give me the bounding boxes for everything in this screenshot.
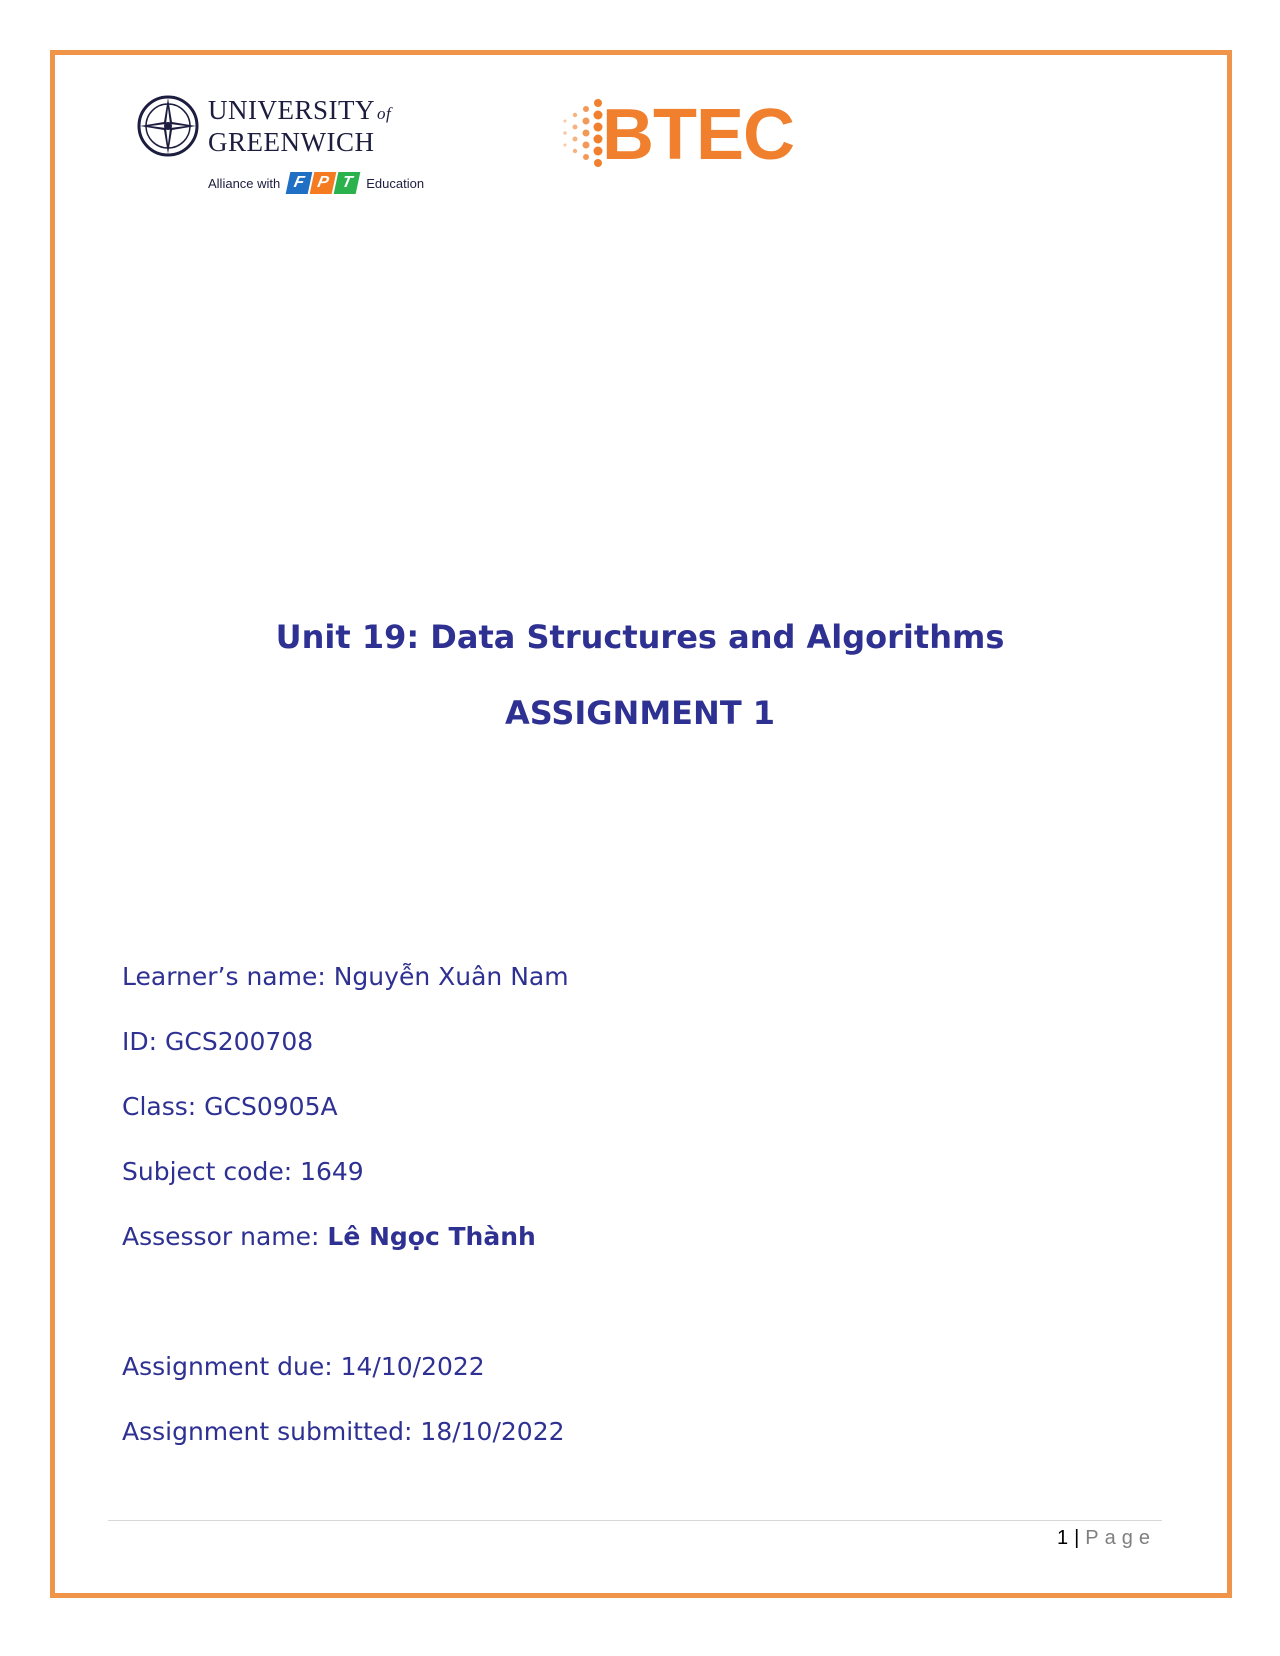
- of-word: of: [377, 104, 392, 123]
- btec-logo: [558, 95, 812, 175]
- assignment-due-line: [122, 1352, 485, 1381]
- greenwich-line: GREENWICH: [208, 127, 375, 157]
- id-line: [122, 1027, 313, 1056]
- class-label: Class:: [122, 1092, 197, 1121]
- assessor-name-line: [122, 1222, 536, 1251]
- document-subtitle: ASSIGNMENT 1: [504, 694, 776, 732]
- fpt-t-letter: T: [334, 172, 361, 194]
- btec-wordmark: BTEC: [602, 95, 794, 175]
- class-line: [122, 1092, 338, 1121]
- assignment-submitted-value: 18/10/2022: [420, 1417, 565, 1446]
- university-name: [208, 96, 391, 156]
- class-value: GCS0905A: [204, 1092, 338, 1121]
- assignment-due-label: Assignment due:: [122, 1352, 333, 1381]
- page-word: Page: [1085, 1527, 1156, 1549]
- university-of-greenwich-logo: [136, 92, 425, 210]
- page-footer: [1057, 1527, 1156, 1550]
- subject-code-line: [122, 1157, 364, 1186]
- assessor-name-label: Assessor name:: [122, 1222, 320, 1251]
- learner-name-value: Nguyễn Xuân Nam: [333, 962, 569, 991]
- assessor-name-value: Lê Ngọc Thành: [327, 1222, 536, 1251]
- assignment-submitted-line: [122, 1417, 565, 1446]
- learner-name-label: Learner’s name:: [122, 962, 326, 991]
- subject-code-label: Subject code:: [122, 1157, 293, 1186]
- university-line: UNIVERSITY: [208, 95, 375, 125]
- alliance-prefix: Alliance with: [208, 175, 281, 191]
- assignment-submitted-label: Assignment submitted:: [122, 1417, 413, 1446]
- assignment-due-value: 14/10/2022: [340, 1352, 485, 1381]
- fpt-p-letter: P: [310, 172, 337, 194]
- id-label: ID:: [122, 1027, 158, 1056]
- btec-dots-icon: [558, 95, 608, 175]
- fpt-f-letter: F: [286, 172, 313, 194]
- page-number: 1: [1056, 1527, 1069, 1549]
- document-title: Unit 19: Data Structures and Algorithms: [275, 618, 1005, 656]
- alliance-suffix: Education: [366, 175, 425, 191]
- alliance-line: [208, 172, 424, 194]
- footer-divider: [108, 1520, 1162, 1521]
- id-value: GCS200708: [165, 1027, 314, 1056]
- compass-crest-icon: [136, 94, 200, 158]
- page-separator: |: [1074, 1527, 1080, 1549]
- learner-name-line: [122, 962, 569, 991]
- subject-code-value: 1649: [300, 1157, 364, 1186]
